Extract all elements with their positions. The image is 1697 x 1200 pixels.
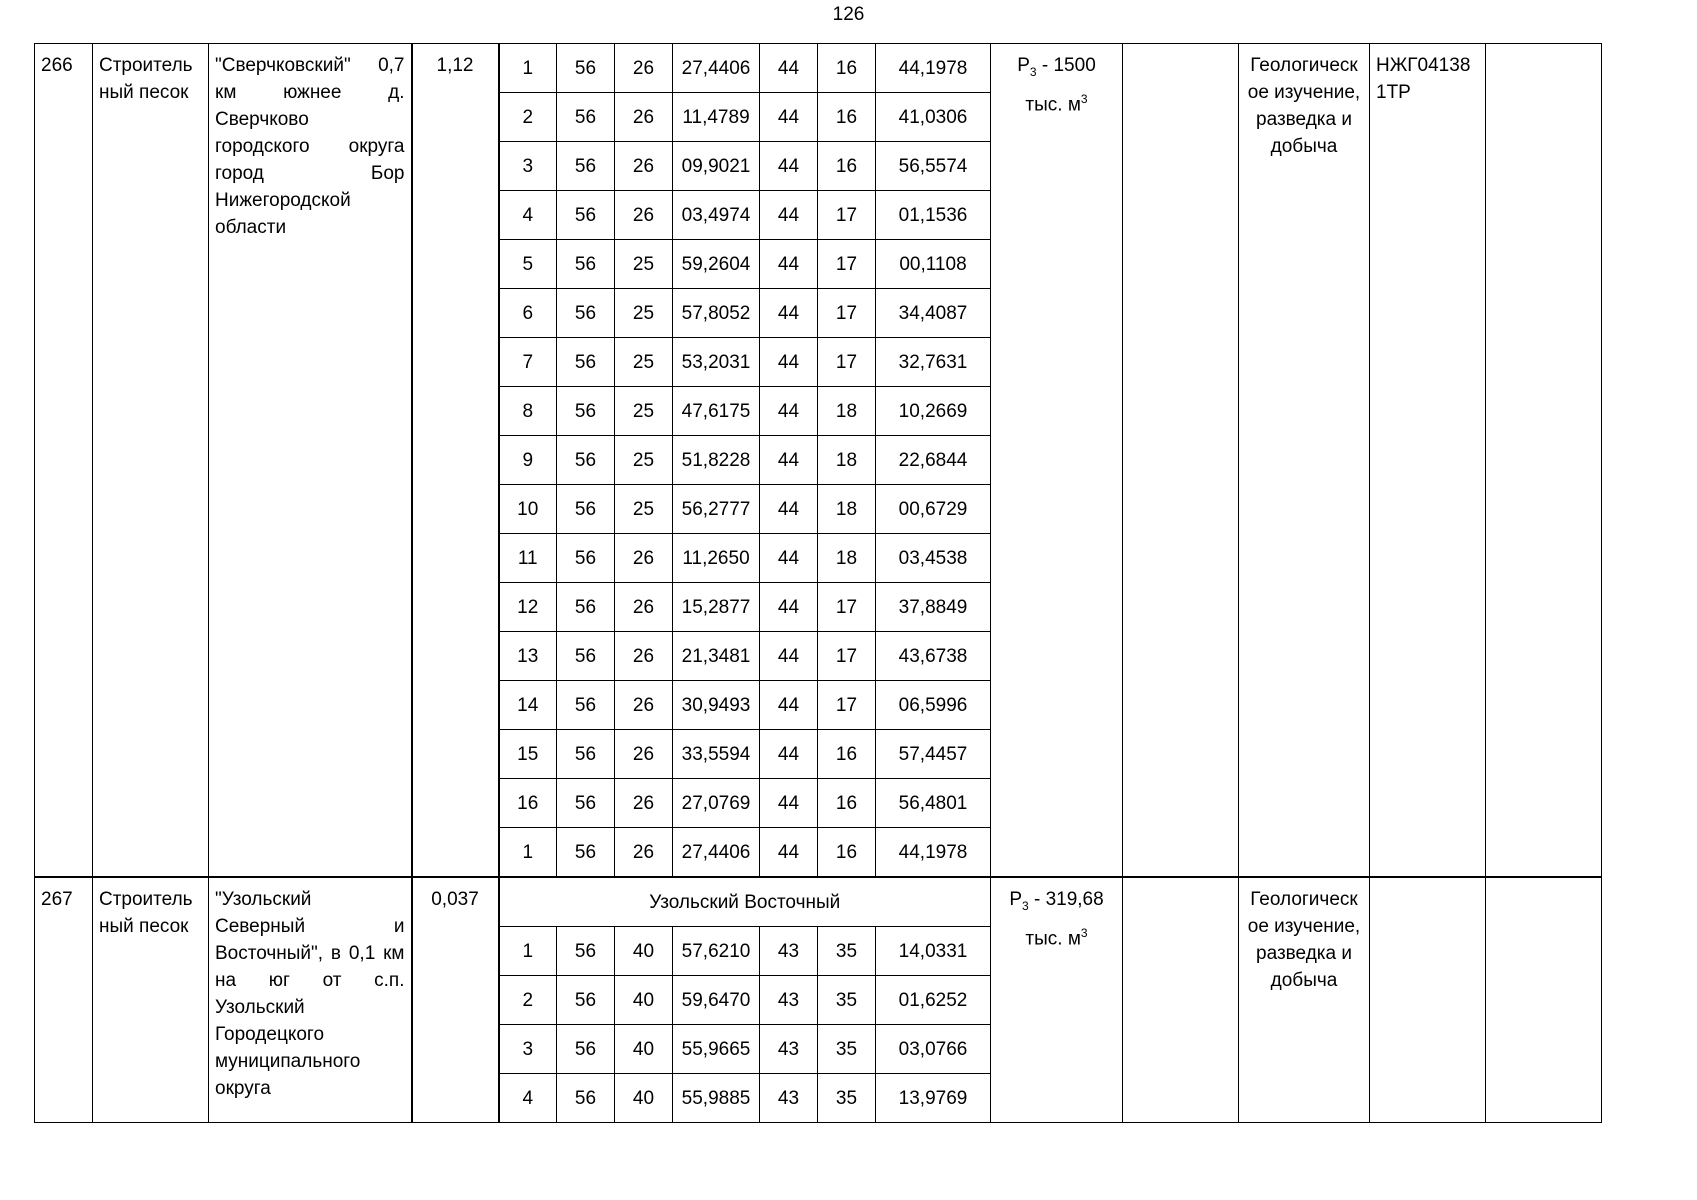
point-number: 1 <box>499 44 557 93</box>
point-number: 3 <box>499 142 557 191</box>
coord-cell: 56 <box>557 93 615 142</box>
coord-cell: 53,2031 <box>673 338 760 387</box>
coord-cell: 35 <box>818 976 876 1025</box>
license-cell <box>1370 877 1486 1123</box>
coord-cell: 56,4801 <box>876 779 991 828</box>
coord-cell: 03,4974 <box>673 191 760 240</box>
point-number: 16 <box>499 779 557 828</box>
coord-cell: 17 <box>818 681 876 730</box>
coord-cell: 56 <box>557 338 615 387</box>
coord-cell: 18 <box>818 534 876 583</box>
coord-cell: 56,2777 <box>673 485 760 534</box>
coord-cell: 35 <box>818 927 876 976</box>
coord-cell: 34,4087 <box>876 289 991 338</box>
coord-cell: 26 <box>615 583 673 632</box>
coord-cell: 25 <box>615 485 673 534</box>
coord-cell: 01,6252 <box>876 976 991 1025</box>
coord-cell: 26 <box>615 534 673 583</box>
point-number: 6 <box>499 289 557 338</box>
resource-value: - 1500 <box>1036 55 1096 76</box>
coord-cell: 16 <box>818 730 876 779</box>
coord-cell: 21,3481 <box>673 632 760 681</box>
purpose-cell: Геологическ ое изучение, разведка и добыча <box>1239 44 1370 878</box>
coord-cell: 43 <box>760 1025 818 1074</box>
coord-cell: 33,5594 <box>673 730 760 779</box>
empty-cell <box>1123 877 1239 1123</box>
coord-cell: 40 <box>615 976 673 1025</box>
coord-cell: 44,1978 <box>876 44 991 93</box>
coord-cell: 56 <box>557 1025 615 1074</box>
resource-prefix: P <box>1017 55 1030 76</box>
coord-cell: 16 <box>818 779 876 828</box>
coord-cell: 26 <box>615 93 673 142</box>
last-cell <box>1486 877 1602 1123</box>
coord-cell: 44 <box>760 44 818 93</box>
point-number: 1 <box>499 927 557 976</box>
coord-cell: 09,9021 <box>673 142 760 191</box>
coord-cell: 56 <box>557 632 615 681</box>
point-number: 2 <box>499 93 557 142</box>
resource-cell <box>991 877 1123 1123</box>
coord-cell: 56 <box>557 1074 615 1123</box>
coord-cell: 44 <box>760 387 818 436</box>
area-cell: 0,037 <box>412 877 499 1123</box>
coord-cell: 26 <box>615 681 673 730</box>
coord-cell: 17 <box>818 338 876 387</box>
coord-cell: 26 <box>615 191 673 240</box>
coord-cell: 26 <box>615 730 673 779</box>
point-number: 7 <box>499 338 557 387</box>
coord-cell: 40 <box>615 1025 673 1074</box>
deposit-name-cell: "Узольский Северный и Восточный", в 0,1 км на юг от с.п. Узольский Городецкого муниципального округа <box>209 877 412 1123</box>
coord-cell: 32,7631 <box>876 338 991 387</box>
registry-body <box>35 44 1602 1123</box>
coord-cell: 35 <box>818 1074 876 1123</box>
coord-cell: 43,6738 <box>876 632 991 681</box>
coord-cell: 44 <box>760 583 818 632</box>
purpose-cell: Геологическ ое изучение, разведка и добыча <box>1239 877 1370 1123</box>
point-number: 15 <box>499 730 557 779</box>
coord-cell: 26 <box>615 779 673 828</box>
coord-cell: 13,9769 <box>876 1074 991 1123</box>
empty-cell <box>1123 44 1239 878</box>
coord-cell: 40 <box>615 1074 673 1123</box>
coord-cell: 44 <box>760 240 818 289</box>
coord-cell: 25 <box>615 387 673 436</box>
table-row <box>35 44 1602 93</box>
coord-cell: 56 <box>557 583 615 632</box>
page-number: 126 <box>832 4 865 25</box>
coord-cell: 56 <box>557 927 615 976</box>
coord-cell: 16 <box>818 44 876 93</box>
coord-cell: 30,9493 <box>673 681 760 730</box>
coord-cell: 44 <box>760 632 818 681</box>
coord-cell: 43 <box>760 976 818 1025</box>
point-number: 8 <box>499 387 557 436</box>
coord-cell: 57,4457 <box>876 730 991 779</box>
coord-cell: 56 <box>557 730 615 779</box>
coord-cell: 11,4789 <box>673 93 760 142</box>
mineral-cell: Строитель ный песок <box>93 877 209 1123</box>
point-number: 4 <box>499 191 557 240</box>
resource-prefix: P <box>1009 889 1022 910</box>
point-number: 1 <box>499 828 557 878</box>
coord-cell: 43 <box>760 927 818 976</box>
coord-cell: 44 <box>760 436 818 485</box>
coord-cell: 37,8849 <box>876 583 991 632</box>
point-number: 10 <box>499 485 557 534</box>
coord-cell: 44 <box>760 779 818 828</box>
resource-value: - 319,68 <box>1028 889 1104 910</box>
coord-cell: 44 <box>760 534 818 583</box>
coord-cell: 17 <box>818 240 876 289</box>
last-cell <box>1486 44 1602 878</box>
point-number: 13 <box>499 632 557 681</box>
coord-cell: 56 <box>557 289 615 338</box>
coord-cell: 26 <box>615 142 673 191</box>
coord-cell: 56,5574 <box>876 142 991 191</box>
subname-cell: Узольский Восточный <box>499 877 991 927</box>
coord-cell: 44 <box>760 485 818 534</box>
license-cell: НЖГ04138 1ТР <box>1370 44 1486 878</box>
coord-cell: 56 <box>557 387 615 436</box>
coord-cell: 16 <box>818 93 876 142</box>
coord-cell: 26 <box>615 828 673 878</box>
coord-cell: 44 <box>760 681 818 730</box>
coord-cell: 18 <box>818 485 876 534</box>
area-cell: 1,12 <box>412 44 499 878</box>
coord-cell: 18 <box>818 436 876 485</box>
coord-cell: 56 <box>557 436 615 485</box>
coord-cell: 43 <box>760 1074 818 1123</box>
coord-cell: 57,8052 <box>673 289 760 338</box>
coord-cell: 35 <box>818 1025 876 1074</box>
resource-sub: 3 <box>1029 64 1037 79</box>
coord-cell: 56 <box>557 828 615 878</box>
coord-cell: 56 <box>557 44 615 93</box>
coord-cell: 26 <box>615 44 673 93</box>
registry-table <box>34 43 1602 1123</box>
coord-cell: 17 <box>818 632 876 681</box>
coord-cell: 00,6729 <box>876 485 991 534</box>
coord-cell: 25 <box>615 436 673 485</box>
coord-cell: 17 <box>818 289 876 338</box>
resource-unit: тыс. м <box>1025 94 1081 116</box>
coord-cell: 18 <box>818 387 876 436</box>
coord-cell: 06,5996 <box>876 681 991 730</box>
coord-cell: 55,9885 <box>673 1074 760 1123</box>
coord-cell: 44 <box>760 828 818 878</box>
point-number: 12 <box>499 583 557 632</box>
resource-sub: 3 <box>1022 898 1029 913</box>
coord-cell: 17 <box>818 583 876 632</box>
coord-cell: 41,0306 <box>876 93 991 142</box>
coord-cell: 00,1108 <box>876 240 991 289</box>
coord-cell: 44 <box>760 191 818 240</box>
deposit-name-cell: "Сверчковский" 0,7 км южнее д. Сверчково городского округа город Бор Нижегородской области <box>209 44 412 878</box>
coord-cell: 59,6470 <box>673 976 760 1025</box>
coord-cell: 25 <box>615 289 673 338</box>
coord-cell: 56 <box>557 485 615 534</box>
coord-cell: 14,0331 <box>876 927 991 976</box>
coord-cell: 56 <box>557 779 615 828</box>
row-number: 267 <box>35 877 93 1123</box>
coord-cell: 15,2877 <box>673 583 760 632</box>
point-number: 5 <box>499 240 557 289</box>
coord-cell: 16 <box>818 828 876 878</box>
coord-cell: 44 <box>760 142 818 191</box>
coord-cell: 56 <box>557 240 615 289</box>
coord-cell: 11,2650 <box>673 534 760 583</box>
point-number: 11 <box>499 534 557 583</box>
point-number: 2 <box>499 976 557 1025</box>
coord-cell: 56 <box>557 976 615 1025</box>
row-number: 266 <box>35 44 93 878</box>
coord-cell: 26 <box>615 632 673 681</box>
coord-cell: 40 <box>615 927 673 976</box>
coord-cell: 16 <box>818 142 876 191</box>
coord-cell: 10,2669 <box>876 387 991 436</box>
point-number: 14 <box>499 681 557 730</box>
coord-cell: 44 <box>760 338 818 387</box>
point-number: 4 <box>499 1074 557 1123</box>
resource-sup: 3 <box>1080 91 1088 106</box>
coord-cell: 27,4406 <box>673 44 760 93</box>
coord-cell: 03,4538 <box>876 534 991 583</box>
coord-cell: 44,1978 <box>876 828 991 878</box>
coord-cell: 56 <box>557 681 615 730</box>
coord-cell: 57,6210 <box>673 927 760 976</box>
resource-sup: 3 <box>1080 925 1088 940</box>
point-number: 3 <box>499 1025 557 1074</box>
mineral-cell: Строитель ный песок <box>93 44 209 878</box>
coord-cell: 25 <box>615 338 673 387</box>
resource-cell <box>991 44 1123 878</box>
coord-cell: 44 <box>760 289 818 338</box>
coord-cell: 01,1536 <box>876 191 991 240</box>
coord-cell: 59,2604 <box>673 240 760 289</box>
coord-cell: 55,9665 <box>673 1025 760 1074</box>
coord-cell: 27,4406 <box>673 828 760 878</box>
coord-cell: 44 <box>760 730 818 779</box>
coord-cell: 47,6175 <box>673 387 760 436</box>
coord-cell: 25 <box>615 240 673 289</box>
coord-cell: 56 <box>557 191 615 240</box>
coord-cell: 44 <box>760 93 818 142</box>
coord-cell: 56 <box>557 534 615 583</box>
coord-cell: 17 <box>818 191 876 240</box>
coord-cell: 56 <box>557 142 615 191</box>
coord-cell: 03,0766 <box>876 1025 991 1074</box>
coord-cell: 51,8228 <box>673 436 760 485</box>
coord-cell: 22,6844 <box>876 436 991 485</box>
coord-cell: 27,0769 <box>673 779 760 828</box>
table-row <box>35 877 1602 927</box>
resource-unit: тыс. м <box>1025 928 1081 950</box>
point-number: 9 <box>499 436 557 485</box>
